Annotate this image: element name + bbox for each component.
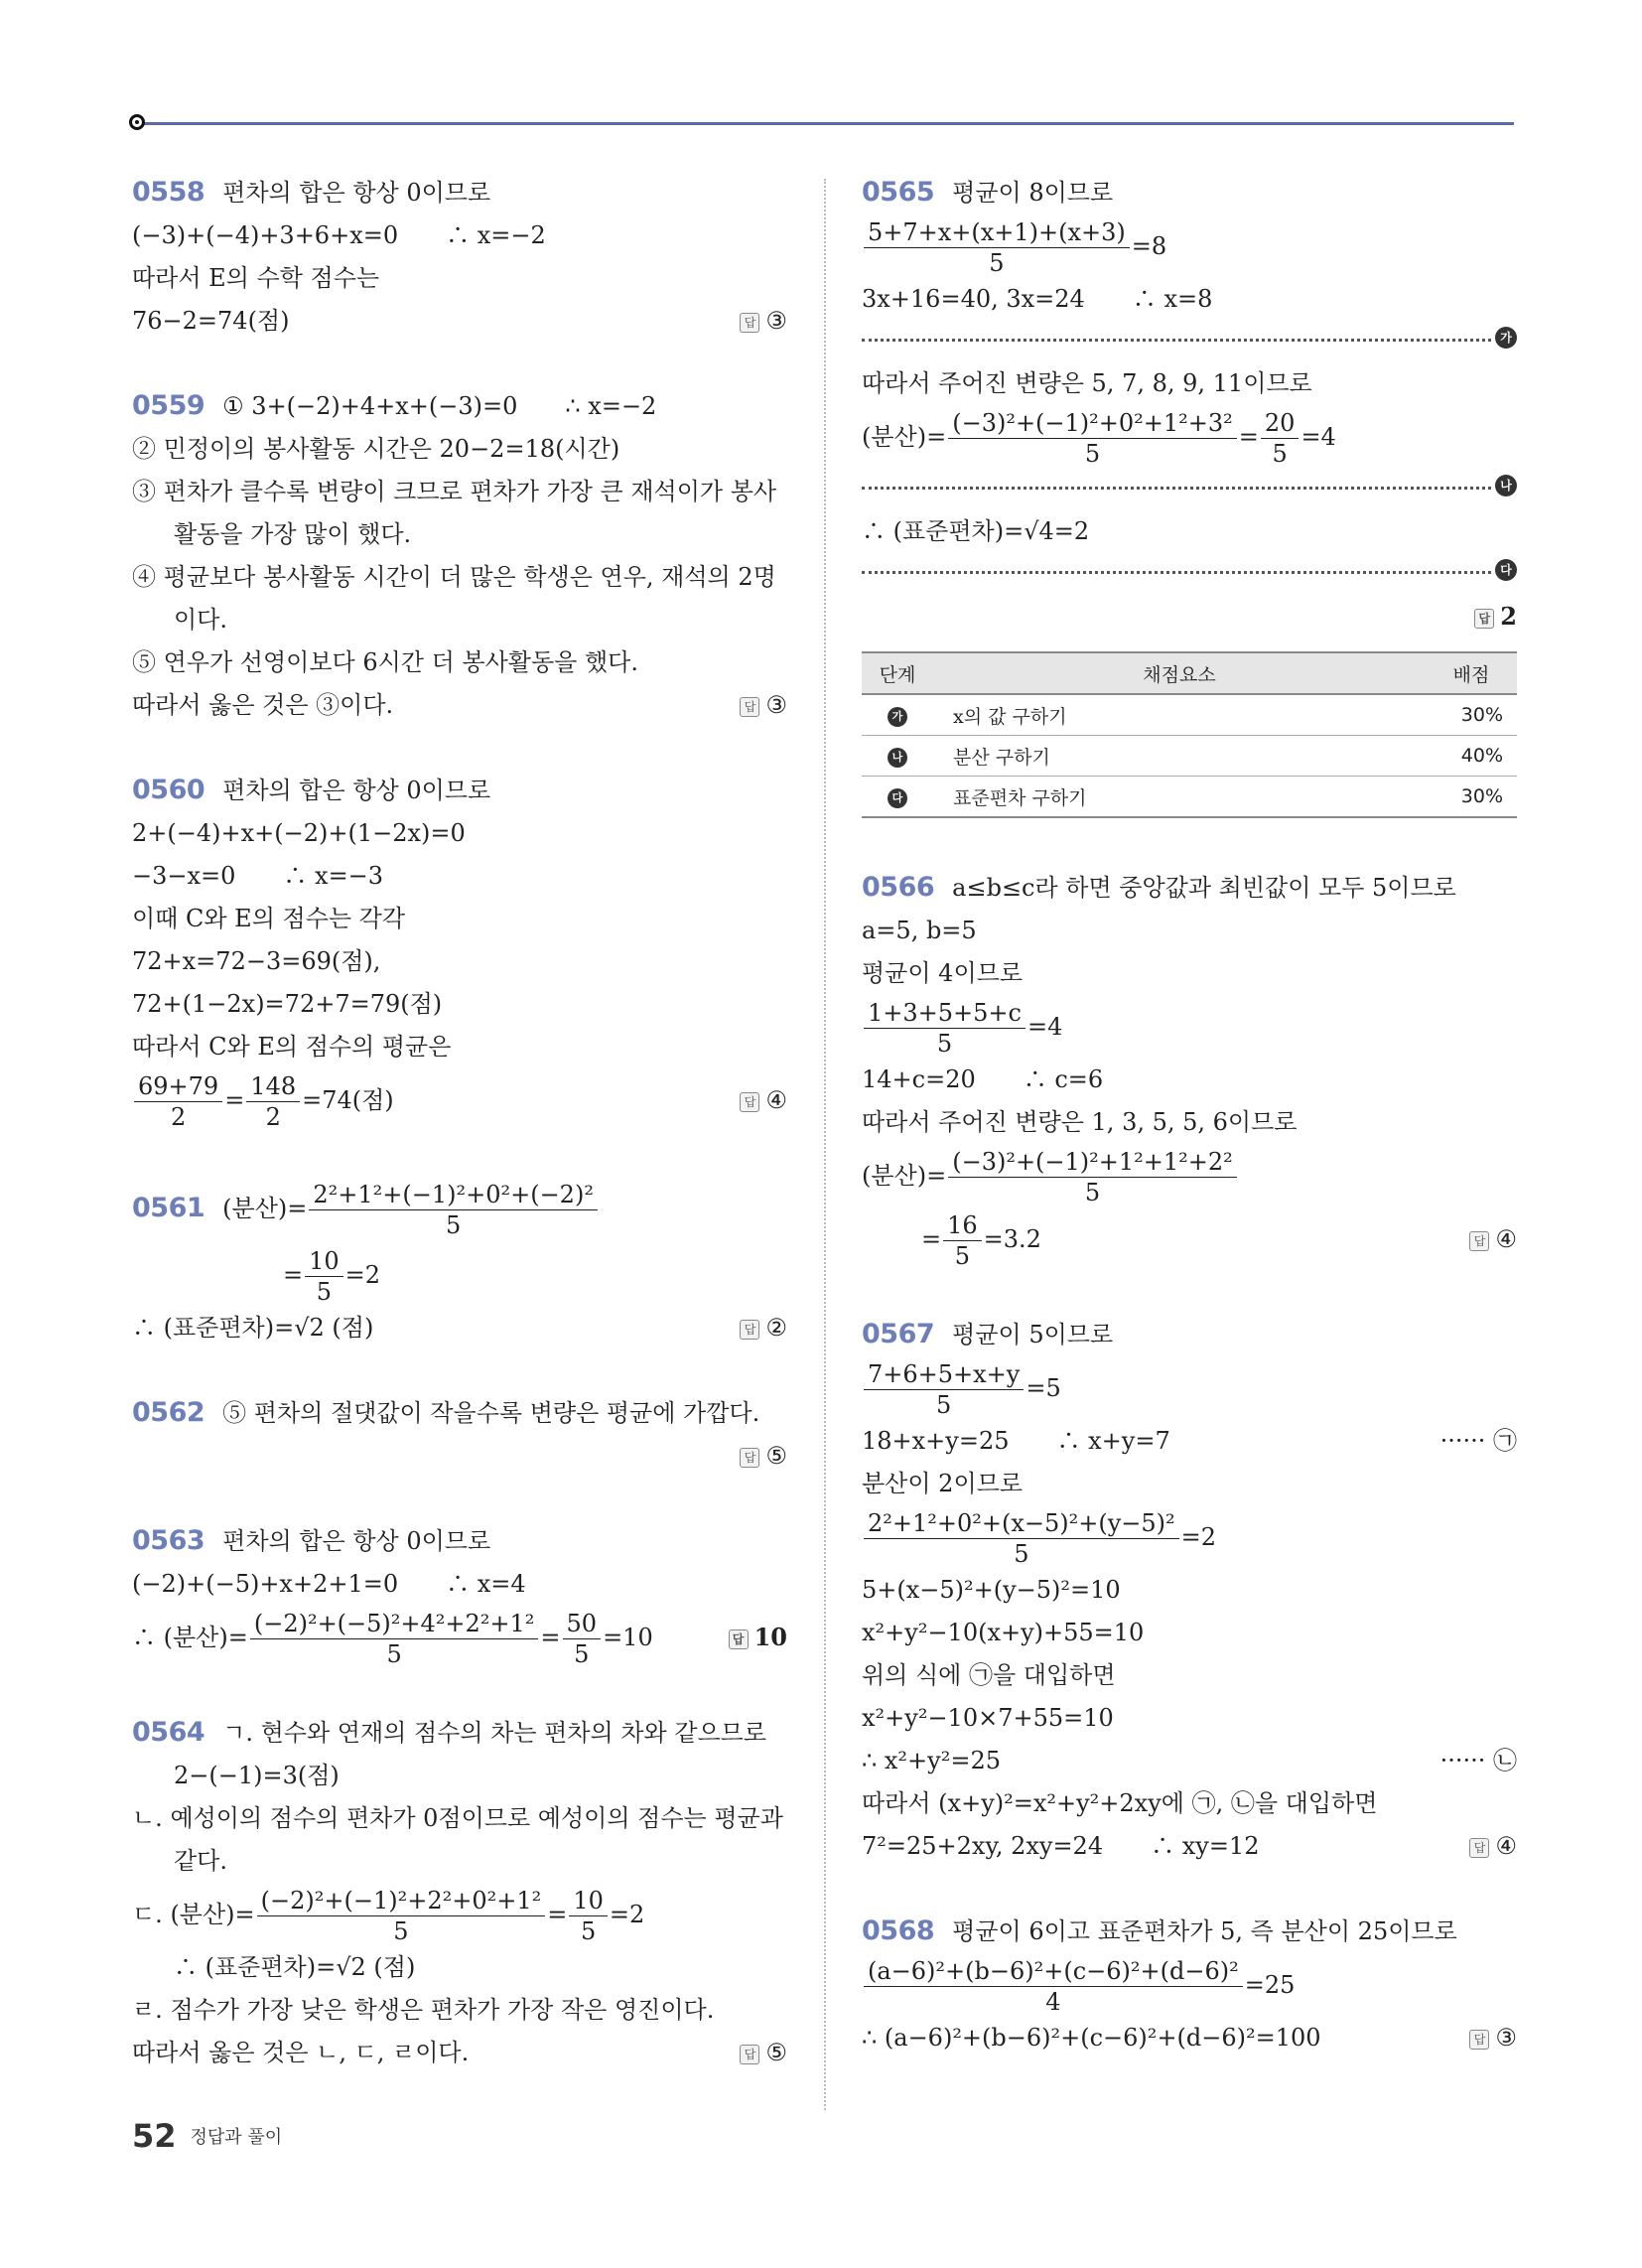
page-title: 정답과 풀이 xyxy=(190,2127,283,2148)
answer-icon: 답 xyxy=(740,313,759,333)
answer: 답 ⑤ xyxy=(740,2032,787,2074)
answer-icon: 답 xyxy=(740,1448,759,1468)
answer: 답 ⑤ xyxy=(740,1435,787,1478)
answer-icon: 답 xyxy=(740,1092,759,1112)
problem-0559: 0559 ① 3+(−2)+4+x+(−3)=0 ∴ x=−2 ② 민정이의 봉사활동 시간은 20−2=18(시간) ③ 편차가 클수록 변량이 크므로 편차가 가장 큰 재석이가 봉사 활동을 가장 많이 했다. ④ 평균보다 봉사활동 시간이 더 많은 학생은 연우, 재석의 2명 이다. ⑤ 연우가 선영이보다 6시간 더 봉사활동을 했다. 따라서 옳은 것은 ③이다. 답 ③ xyxy=(132,384,787,727)
answer: 답 ③ xyxy=(740,684,787,727)
fraction: $\frac{\text{(a−6)²+(b−6)²+(c−6)²+(d−6)²}}{4}$ xyxy=(864,1956,1243,2017)
fraction: $\frac{16}{5}$ xyxy=(943,1210,982,1271)
scoring-table: 단계 채점요소 배점 가 x의 값 구하기 30% 나 분산 구하기 40% 다 표준편차 구하기 30% xyxy=(862,651,1517,818)
fraction: $\frac{\text{2²+1²+(−1)²+0²+(−2)²}}{5}$ xyxy=(309,1180,598,1240)
answer: 답 ② xyxy=(740,1307,787,1349)
column-divider xyxy=(824,179,826,2110)
problem-0562: 0562 ⑤ 편차의 절댓값이 작을수록 변량은 평균에 가깝다. 답 ⑤ xyxy=(132,1391,787,1478)
fraction: $\frac{\text{(−2)²+(−5)²+4²+2²+1²}}{5}$ xyxy=(250,1609,539,1669)
problem-0567: 0567 평균이 5이므로 $\frac{7+6+5+x+y}{5}$ =5 18+x+y=25 ∴ x+y=7 ······ ㉠ 분산이 2이므로 $\frac{\text{2²+1²+0²+(x−5)²+(y−5)²}}{5}$ =2 5+(x−5)²+(y−5)²=10 x²+y²−10(x+y)+55=10 위의 식에 ㉠을 대입하면 x²+y²−10×7+55=10 ∴ x²+y²=25 ······ ㉡ 따라서 (x+y)²=x²+y²+2xy에 ㉠, ㉡을 대입하면 7²=25+2xy, 2xy=24 ∴ xy=12 답 ④ xyxy=(862,1313,1517,1868)
header-rule xyxy=(139,122,1514,125)
answer-icon: 답 xyxy=(1474,609,1494,629)
answer: 답 ③ xyxy=(740,300,787,343)
table-row: 가 x의 값 구하기 30% xyxy=(862,694,1517,736)
page-footer xyxy=(132,2117,282,2155)
fraction: $\frac{10}{5}$ xyxy=(305,1246,343,1307)
answer: 답 ④ xyxy=(740,1068,787,1132)
fraction: $\frac{\text{2²+1²+0²+(x−5)²+(y−5)²}}{5}$ xyxy=(864,1508,1179,1569)
fraction: $\frac{7+6+5+x+y}{5}$ xyxy=(864,1359,1024,1420)
table-row: 다 표준편차 구하기 30% xyxy=(862,777,1517,818)
header-bullet-icon xyxy=(129,114,145,130)
page-number: 52 xyxy=(132,2117,177,2155)
table-row: 나 분산 구하기 40% xyxy=(862,736,1517,777)
answer: 답 2 xyxy=(1474,595,1517,638)
answer-icon: 답 xyxy=(740,1320,759,1340)
answer-icon: 답 xyxy=(729,1630,749,1649)
answer-icon: 답 xyxy=(740,2045,759,2064)
answer-icon: 답 xyxy=(1469,1838,1489,1858)
fraction: $\frac{\text{(−3)²+(−1)²+0²+1²+3²}}{5}$ xyxy=(948,408,1237,469)
right-column xyxy=(862,171,1517,2101)
step-marker-na: 나 xyxy=(862,473,1517,502)
answer-icon: 답 xyxy=(740,697,759,717)
answer: 답 ④ xyxy=(1469,1207,1517,1271)
problem-0561: 0561 (분산)= $\frac{\text{2²+1²+(−1)²+0²+(−2)²}}{5}$ = $\frac{10}{5}$ =2 ∴ (표준편차)=√2 (점) 답 ② xyxy=(132,1174,787,1349)
fraction: $\frac{\text{(−2)²+(−1)²+2²+0²+1²}}{5}$ xyxy=(257,1886,546,1946)
answer: 답 10 xyxy=(729,1606,787,1669)
problem-0563: 0563 편차의 합은 항상 0이므로 (−2)+(−5)+x+2+1=0 ∴ x=4 ∴ (분산)= $\frac{\text{(−2)²+(−5)²+4²+2²+1²}}{5}$ = $\frac{50}{5}$ =10 답 10 xyxy=(132,1525,787,1668)
problem-0568: 0568 평균이 6이고 표준편차가 5, 즉 분산이 25이므로 $\frac{\text{(a−6)²+(b−6)²+(c−6)²+(d−6)²}}{4}$ =25 ∴ (a−6)²+(b−6)²+(c−6)²+(d−6)²=100 답 ③ xyxy=(862,1910,1517,2059)
left-column xyxy=(132,171,787,2116)
fraction: $\frac{148}{2}$ xyxy=(246,1071,300,1132)
fraction: $\frac{20}{5}$ xyxy=(1261,408,1300,469)
problem-0558: 0558 편차의 합은 항상 0이므로 (−3)+(−4)+3+6+x=0 ∴ x=−2 따라서 E의 수학 점수는 76−2=74(점) 답 ③ xyxy=(132,171,787,343)
answer-icon: 답 xyxy=(1469,1231,1489,1251)
fraction: $\frac{\text{(−3)²+(−1)²+1²+1²+2²}}{5}$ xyxy=(948,1147,1237,1207)
problem-0560: 0560 편차의 합은 항상 0이므로 2+(−4)+x+(−2)+(1−2x)=0 −3−x=0 ∴ x=−3 이때 C와 E의 점수는 각각 72+x=72−3=69(점), 72+(1−2x)=72+7=79(점) 따라서 C와 E의 점수의 평균은 $\frac{69+79}{2}$ = $\frac{148}{2}$ =74(점) 답 ④ xyxy=(132,775,787,1131)
problem-0565: 0565 평균이 8이므로 $\frac{5+7+x+(x+1)+(x+3)}{5}$ =8 3x+16=40, 3x=24 ∴ x=8 가 따라서 주어진 변량은 5, 7, 8, 9, 11이므로 (분산)= $\frac{\text{(−3)²+(−1)²+0²+1²+3²}}{5}$ = $\frac{20}{5}$ =4 나 ∴ (표준편차)=√4=2 다 답 2 단계 채점요소 배점 가 x의 값 구하기 30% 나 분산 구하기 40% 다 표준편차 구하기 30% xyxy=(862,171,1517,818)
problem-0566: 0566 a≤b≤c라 하면 중앙값과 최빈값이 모두 5이므로 a=5, b=5 평균이 4이므로 $\frac{1+3+5+5+c}{5}$ =4 14+c=20 ∴ c=6 따라서 주어진 변량은 1, 3, 5, 5, 6이므로 (분산)= $\frac{\text{(−3)²+(−1)²+1²+1²+2²}}{5}$ = $\frac{16}{5}$ =3.2 답 ④ xyxy=(862,872,1517,1270)
fraction: $\frac{1+3+5+5+c}{5}$ xyxy=(864,998,1026,1059)
fraction: $\frac{69+79}{2}$ xyxy=(134,1071,222,1132)
step-marker-ga: 가 xyxy=(862,325,1517,354)
fraction: $\frac{10}{5}$ xyxy=(569,1886,608,1946)
answer: 답 ③ xyxy=(1469,2017,1517,2059)
answer: 답 ④ xyxy=(1469,1825,1517,1868)
answer-icon: 답 xyxy=(1469,2030,1489,2050)
step-marker-da: 다 xyxy=(862,557,1517,587)
problem-number: 0558 xyxy=(132,177,205,208)
fraction: $\frac{50}{5}$ xyxy=(563,1609,602,1669)
problem-0564: 0564 ㄱ. 현수와 연재의 점수의 차는 편차의 차와 같으므로 2−(−1)=3(점) ㄴ. 예성이의 점수의 편차가 0점이므로 예성이의 점수는 평균과 같다. ㄷ. (분산)= $\frac{\text{(−2)²+(−1)²+2²+0²+1²}}{5}$ = $\frac{10}{5}$ =2 ∴ (표준편차)=√2 (점) ㄹ. 점수가 가장 낮은 학생은 편차가 가장 작은 영진이다. 따라서 옳은 것은 ㄴ, ㄷ, ㄹ이다. 답 ⑤ xyxy=(132,1711,787,2074)
fraction: $\frac{5+7+x+(x+1)+(x+3)}{5}$ xyxy=(864,217,1130,278)
